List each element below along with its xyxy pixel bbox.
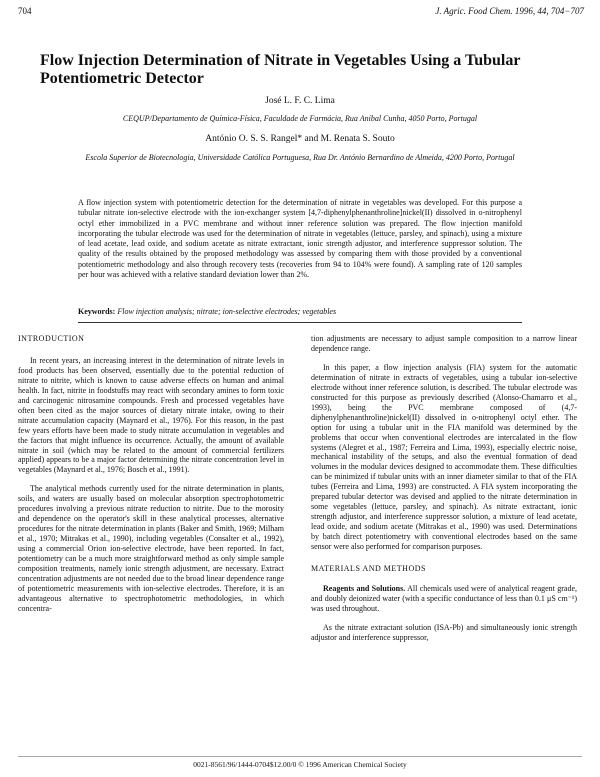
second-affiliation: Escola Superior de Biotecnologia, Universidade Católica Portuguesa, Rua Dr. António Bernardino de Almeida, 4200 Porto, Portugal (85, 153, 515, 162)
methods-heading: MATERIALS AND METHODS (311, 564, 426, 574)
left-column (18, 334, 284, 623)
introduction-heading: INTRODUCTION (18, 334, 85, 343)
methods-paragraph-1 (311, 584, 577, 614)
intro-paragraph-1: In recent years, an increasing interest in the determination of nitrate levels in food products has been observed, essentially due to the potential reduction of nitrate to nitrite, which is known to cause adverse effects on human and animal health. In fact, nitrite in foodstuffs may react with secondary amines to form toxic and carcinogenic nitrosamine compounds. Fresh and processed vegetables have often been cited as the major sources of dietary nitrate intake, owing to their nitrate accumulation capacity (Maynard et al., 1976). For this reason, in the past few years efforts have been made to study nitrate accumulation in vegetables and the factors that might influence its occurrence. Actually, the amount of available nitrate in soil (which may be related to the amount of commercial fertilizers applied) appears to be a major factor determining the nitrate concentration level in vegetables (Maynard et al., 1976; Bosch et al., 1991). (18, 355, 284, 475)
intro-paragraph-2: The analytical methods currently used for the nitrate determination in plants, soils, and waters are usually based on molecular absorption spectrophotometric procedures involving a previous nitrate reduction to nitrite. Due to the morosity and dependence on the operator's skill in these analytical processes, alternative procedures for the nitrate determination in plants (Baker and Smith, 1969; Milham et al., 1970; Mitrakas et al., 1990), including vegetables (Consalter et al., 1992), using a commercial Orion ion-selective electrode, have been reported. In fact, potentiometry can be a much more straightforward method as only simple sample composition treatments, namely ionic strength adjustment, are necessary. Extract concentration adjustments are not needed due to the broad linear dependence range of potentiometric measurements with ion-selective electrodes. Therefore, it is an advantageous alternative to spectrophotometric methodologies, in which concentra- (18, 484, 284, 613)
first-author: José L. F. C. Lima (265, 96, 335, 106)
right-column (311, 334, 577, 652)
methods-paragraph-2: As the nitrate extractant solution (ISA-Pb) and simultaneously ionic strength adjustor and interference suppressor, (311, 622, 577, 642)
methods-paragraph-1-text: All chemicals used were of analytical reagent grade, and doubly deionized water (with a specific conductance of less than 0.1 μS cm⁻¹) was used throughout. (311, 583, 577, 613)
abstract-divider (78, 322, 522, 323)
keywords-label: Keywords: (78, 307, 116, 316)
intro-paragraph-3: In this paper, a flow injection analysis (FIA) system for the automatic determination of nitrate in extracts of vegetables, using a tubular ion-selective electrode without inner reference solution, is described. The tubular electrode was constructed for this purpose as previously described (Alonso-Chamarro et al., 1993), being the PVC membrane composed of (4,7-diphenylphenanthroline)nickel(II) dissolved in o-nitrophenyl octyl ether. The option for using a tubular unit in the FIA manifold was determined by the problems that occur when conventional electrodes are intercalated in the flow systems (Alegret et al., 1987; Ferreira and Lima, 1993), especially electric noise, mechanical instability of the setups, and also the eventual formation of dead volumes in the modular devices designed to accommodate them. These difficulties can be minimized if tubular units with an inner diameter similar to that of the FIA tubes (Ferreira and Lima, 1993) are constructed. A FIA system incorporating the prepared tubular detector was devised and applied to the nitrate determination in some vegetables (lettuce, parsley, and spinach). As nitrate extractant, ionic strength adjustor, and interference suppressor solution, a mixture of lead acetate, lead oxide, and sodium acetate (Mitrakas et al., 1990) was used. Determinations by batch direct potentiometry with conventional electrodes based on the same sensor were also performed for comparison purposes. (311, 362, 577, 552)
abstract: A flow injection system with potentiometric detection for the determination of nitrate in vegetables was developed. For this purpose a tubular nitrate ion-selective electrode with the ion-exchanger system [4,7-diphenylphenanthroline]nickel(II) dissolved in o-nitrophenyl octyl ether immobilized in a PVC membrane and without inner reference solution was prepared. The flow injection manifold incorporating the tubular electrode was used for the determination of nitrate in vegetables (lettuce, parsley, and spinach), using a mixture of lead acetate, lead oxide, and sodium acetate as nitrate extractant, ionic strength adjustor, and interference suppressor solution. The quality of the results obtained by the proposed methodology was assessed by comparing them with those provided by a conventional potentiometric methodology and also through recovery tests (recoveries from 94 to 104% were found). A sampling rate of 120 samples per hour was achieved with a relative standard deviation lower than 2%. (78, 198, 522, 280)
first-affiliation: CEQUP/Departamento de Química-Física, Faculdade de Farmácia, Rua Aníbal Cunha, 4050 Porto, Portugal (122, 114, 478, 123)
keywords (78, 307, 522, 316)
journal-reference: J. Agric. Food Chem. 1996, 44, 704−707 (435, 6, 584, 16)
keywords-text: Flow injection analysis; nitrate; ion-selective electrodes; vegetables (117, 307, 337, 316)
second-authors: António O. S. S. Rangel* and M. Renata S. Souto (205, 134, 395, 144)
intro-paragraph-2-continued: tion adjustments are necessary to adjust sample composition to a narrow linear dependence range. (311, 334, 577, 353)
article-title: Flow Injection Determination of Nitrate in Vegetables Using a Tubular Potentiometric Detector (40, 52, 521, 87)
reagents-subheading: Reagents and Solutions. (323, 583, 406, 593)
footer-divider (18, 756, 582, 757)
footer-copyright: 0021-8561/96/1444-0704$12.00/0 © 1996 American Chemical Society (193, 760, 407, 769)
page-number: 704 (18, 6, 32, 16)
